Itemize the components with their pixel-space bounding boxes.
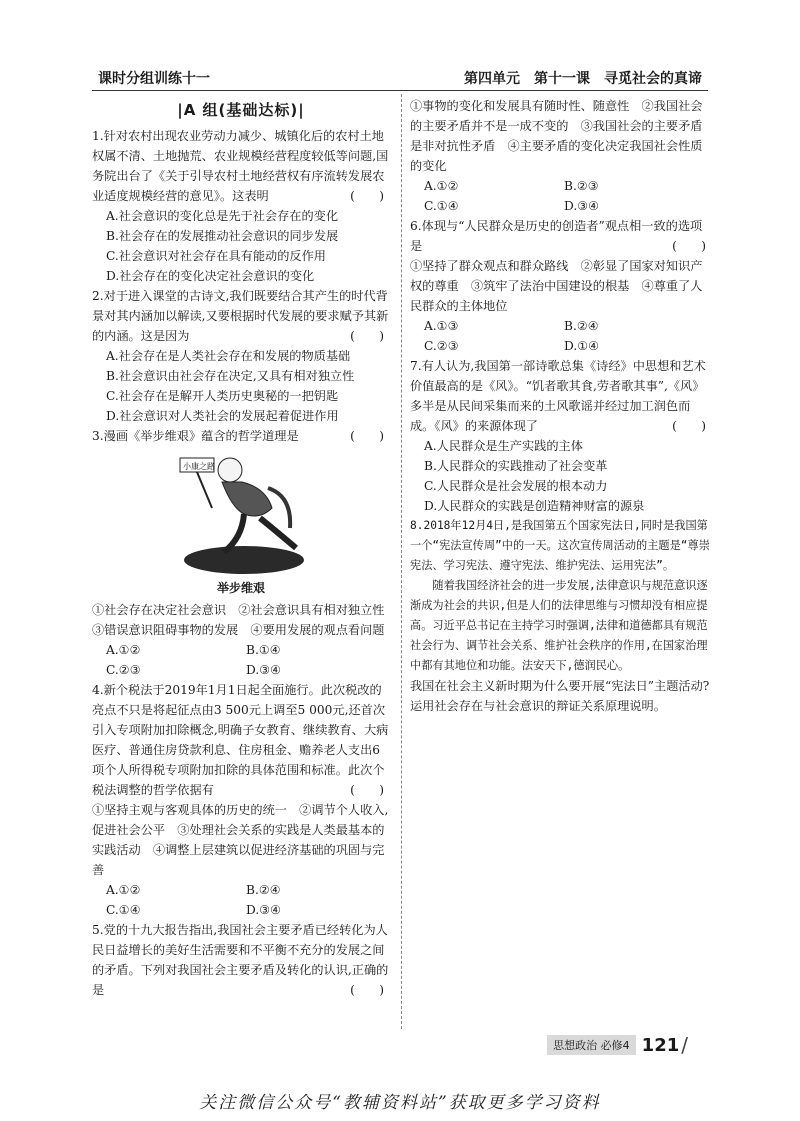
question-body: ①事物的变化和发展具有随时性、随意性 ②我国社会的主要矛盾并不是一成不变的 ③我国社会的主要矛盾是非对抗性矛盾 ④主要矛盾的变化决定我国社会性质的变化 [410,99,703,173]
question-stem: 2.对于进入课堂的古诗文,我们既要结合其产生的时代背景对其内涵加以解读,又要根据时代发展的要求赋予其新的内涵。这是因为 ( ) [92,286,390,346]
header-divider [92,90,708,91]
choice-a: A.①③ [424,319,459,333]
choice-a: A.①② [424,179,459,193]
promo-note: 关注微信公众号“教辅资料站”获取更多学习资料 [199,1093,601,1113]
question-2 [92,286,390,426]
choice-c: C.②③ [106,663,141,677]
cartoon-drawing [172,448,312,576]
page-footer [547,1033,688,1057]
cartoon-illustration [172,448,312,576]
answer-blank: ( ) [350,783,384,797]
option-c: C.社会存在是解开人类历史奥秘的一把钥匙 [106,389,339,403]
option-d: D.人民群众的实践是创造精神财富的源泉 [424,499,645,513]
question-body: ①坚持了群众观点和群众路线 ②彰显了国家对知识产权的尊重 ③筑牢了法治中国建设的根基 ④尊重了人民群众的主体地位 [410,259,703,313]
cartoon-caption: 举步维艰 [216,581,265,595]
option-b: B.社会意识由社会存在决定,又具有相对独立性 [106,369,355,383]
choice-b: B.②③ [564,179,599,193]
choice-b: B.①④ [246,643,281,657]
choice-d: D.①④ [564,339,600,353]
answer-blank: ( ) [350,429,384,443]
choice-grid [92,640,390,680]
option-c: C.人民群众是社会发展的根本动力 [424,479,608,493]
question-3 [92,426,397,680]
option-d: D.社会意识对人类社会的发展起着促进作用 [106,409,339,423]
choice-c: C.①④ [106,903,141,917]
option-c: C.社会意识对社会存在具有能动的反作用 [106,249,326,263]
option-a: A.社会存在是人类社会存在和发展的物质基础 [106,349,351,363]
choice-c: C.①④ [424,199,459,213]
column-divider [401,94,402,1029]
material-paragraph-2: 随着我国经济社会的进一步发展,法律意识与规范意识逐渐成为社会的共识,但是人们的法律思维与习惯却没有相应提高。习近平总书记在主持学习时强调,法律和道德都具有规范社会行为、调节社会关系、维护社会秩序的作用,在国家治理中都有其地位和功能。法安天下,德润民心。 [410,579,708,672]
answer-blank: ( ) [350,329,384,343]
choice-b: B.②④ [246,883,281,897]
road-sign-text: 小康之路 [183,462,215,471]
choice-grid [410,176,712,216]
answer-blank: ( ) [672,419,706,433]
option-b: B.社会存在的发展推动社会意识的同步发展 [106,229,339,243]
choice-c: C.②③ [424,339,459,353]
question-6 [410,216,712,356]
choice-d: D.③④ [246,903,282,917]
question-5-continued [410,96,712,216]
page-number: 121 [641,1034,680,1056]
choice-a: A.①② [106,643,141,657]
choice-d: D.③④ [246,663,282,677]
question-1 [92,126,390,286]
question-prompt: 我国在社会主义新时期为什么要开展“宪法日”主题活动?运用社会存在与社会意识的辩证关系原理说明。 [410,679,710,713]
question-stem: 1.针对农村出现农业劳动力减少、城镇化后的农村土地权属不清、土地抛荒、农业规模经营程度较低等问题,国务院出台了《关于引导农村土地经营权有序流转发展农业适度规模经营的意见》。这表明 ( ) [92,126,390,206]
option-a: A.人民群众是生产实践的主体 [424,439,583,453]
question-stem: 7.有人认为,我国第一部诗歌总集《诗经》中思想和艺术价值最高的是《风》。“饥者歌其食,劳者歌其事”,《风》多半是从民间采集而来的土风歌谣并经过加工润色而成。《风》的来源体现了 ( ) [410,356,712,436]
answer-blank: ( ) [672,239,706,253]
choice-d: D.③④ [564,199,600,213]
left-column [92,96,397,1000]
slash-decoration: / [681,1033,688,1057]
material-paragraph-1: 8.2018年12月4日,是我国第五个国家宪法日,同时是我国第一个“宪法宣传周”中的一天。这次宣传周活动的主题是“尊崇宪法、学习宪法、遵守宪法、维护宪法、运用宪法”。 [410,519,710,572]
section-title: |A 组(基础达标)| [177,101,305,119]
option-a: A.社会意识的变化总是先于社会存在的变化 [106,209,339,223]
choice-a: A.①② [106,883,141,897]
subject-tag: 思想政治 必修4 [547,1035,636,1055]
question-stem: 6.体现与“人民群众是历史的创造者”观点相一致的选项是 ( ) [410,216,712,256]
question-8 [410,516,712,716]
option-d: D.社会存在的变化决定社会意识的变化 [106,269,315,283]
question-body: ①坚持主观与客观具体的历史的统一 ②调节个人收入,促进社会公平 ③处理社会关系的实践是人类最基本的实践活动 ④调整上层建筑以促进经济基础的巩固与完善 [92,803,389,877]
question-5 [92,920,390,1000]
question-stem: 5.党的十九大报告指出,我国社会主要矛盾已经转化为人民日益增长的美好生活需要和不平衡不充分的发展之间的矛盾。下列对我国社会主要矛盾及转化的认识,正确的是 ( ) [92,920,390,1000]
choice-grid [410,316,712,356]
choice-grid [92,880,390,920]
answer-blank: ( ) [350,983,384,997]
answer-blank: ( ) [350,189,384,203]
right-column [410,96,712,716]
unit-lesson-title: 第四单元 第十一课 寻觅社会的真谛 [464,71,702,87]
question-body: ①社会存在决定社会意识 ②社会意识具有相对独立性 ③错误意识阻碍事物的发展 ④要用发展的观点看问题 [92,603,397,637]
question-4 [92,680,390,920]
question-stem: 3.漫画《举步维艰》蕴含的哲学道理是 ( ) [92,426,390,446]
choice-b: B.②④ [564,319,599,333]
question-7 [410,356,712,516]
option-b: B.人民群众的实践推动了社会变革 [424,459,608,473]
lesson-group-title: 课时分组训练十一 [98,71,210,87]
question-stem: 4.新个税法于2019年1月1日起全面施行。此次税改的亮点不只是将起征点由3 500元上调至5 000元,还首次引入专项附加扣除概念,明确子女教育、继续教育、大病医疗、普通住房贷款利息、住房租金、赡养老人支出6项个人所得税专项附加扣除的具体范围和标准。此次个税法调整的哲学依据有 ( ) [92,680,390,800]
